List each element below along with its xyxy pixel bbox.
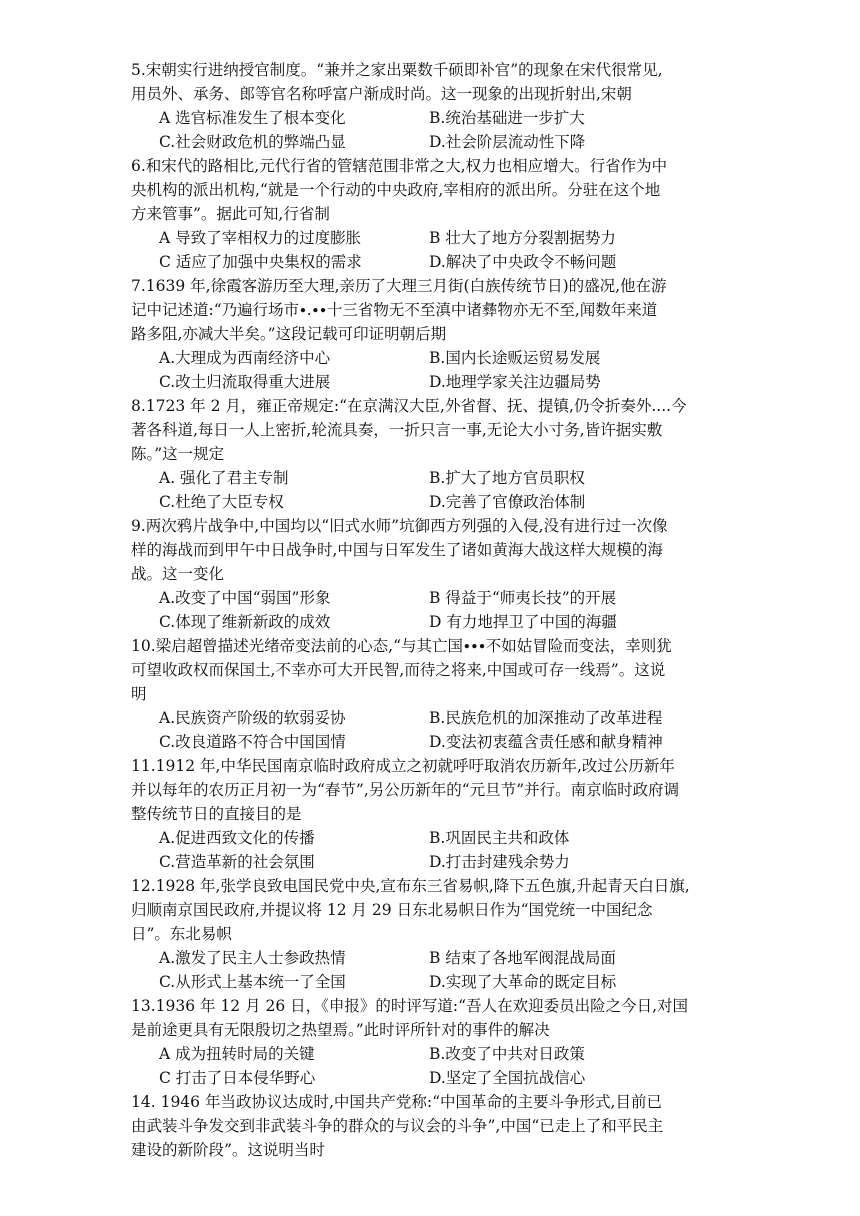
question-7: [131, 274, 743, 394]
question-11: [131, 754, 743, 874]
answer-option: B.民族危机的加深推动了改革进程: [429, 709, 663, 727]
question-10: [131, 634, 743, 754]
option-row: [131, 730, 743, 754]
answer-option: C.改良道路不符合中国国情: [159, 733, 346, 751]
question-stem-line: 用员外、承务、郎等官名称呼富户渐成时尚。这一现象的出现折射出,宋朝: [131, 85, 632, 103]
question-stem-line: 8.1723 年 2 月，雍正帝规定:“在京满汉大臣,外省督、抚、提镇,仍令折奏外....今: [131, 397, 687, 415]
question-5: [131, 58, 743, 154]
question-stem-line: 12.1928 年,张学良致电国民党中央,宣布东三省易帜,降下五色旗,升起青天白日旗,: [131, 877, 690, 895]
question-stem-line: 样的海战而到甲午中日战争时,中国与日军发生了诸如黄海大战这样大规模的海: [131, 541, 663, 559]
answer-option: D.变法初衷蕴含责任感和献身精神: [429, 733, 663, 751]
answer-option: D.完善了官僚政治体制: [429, 493, 586, 511]
question-stem-line: 著各科道,每日一人上密折,轮流具奏，一折只言一事,无论大小寸务,皆许据实敷: [131, 421, 663, 439]
question-stem-line: 明: [131, 685, 147, 703]
answer-option: B.扩大了地方官员职权: [429, 469, 585, 487]
question-14: [131, 1090, 743, 1162]
question-stem-line: 陈。”这一规定: [131, 445, 225, 463]
option-row: [131, 466, 743, 490]
answer-option: C 打击了日本侵华野心: [159, 1069, 316, 1087]
answer-option: A 导致了宰相权力的过度膨胀: [159, 229, 362, 247]
option-row: [131, 706, 743, 730]
option-row: [131, 850, 743, 874]
option-row: [131, 490, 743, 514]
answer-option: B.改变了中共对日政策: [429, 1045, 585, 1063]
option-row: [131, 946, 743, 970]
question-stem-line: 路多阻,亦减大半矣。”这段记载可印证明朝后期: [131, 325, 447, 343]
question-stem-line: 日”。东北易帜: [131, 925, 232, 943]
question-stem-line: 是前途更具有无限殷切之热望焉。”此时评所针对的事件的解决: [131, 1021, 550, 1039]
question-stem-line: 可望收政权而保国土,不幸亦可大开民智,而待之将来,中国或可存一线焉”。这说: [131, 661, 666, 679]
question-stem-line: 方来管事”。据此可知,行省制: [131, 205, 330, 223]
option-row: [131, 826, 743, 850]
question-stem-line: 并以每年的农历正月初一为“春节”,另公历新年的“元旦节”并行。南京临时政府调: [131, 781, 680, 799]
option-row: [131, 970, 743, 994]
answer-option: D.社会阶层流动性下降: [429, 133, 586, 151]
question-13: [131, 994, 743, 1090]
answer-option: D.打击封建残余势力: [429, 853, 570, 871]
answer-option: A.促进西致文化的传播: [159, 829, 315, 847]
answer-option: C.社会财政危机的弊端凸显: [159, 133, 346, 151]
answer-option: D.地理学家关注边疆局势: [429, 373, 601, 391]
answer-option: C.营造革新的社会氛围: [159, 853, 315, 871]
question-stem-line: 归顺南京国民政府,并提议将 12 月 29 日东北易帜日作为“国党统一中国纪念: [131, 901, 653, 919]
question-stem-line: 建设的新阶段”。这说明当时: [131, 1141, 325, 1159]
question-stem-line: 由武装斗争发交到非武装斗争的群众的与议会的斗争”,中国“已走上了和平民主: [131, 1117, 664, 1135]
answer-option: B 结束了各地军阀混战局面: [429, 949, 616, 967]
answer-option: A.改变了中国“弱国”形象: [159, 589, 331, 607]
question-stem-line: 整传统节日的直接目的是: [131, 805, 302, 823]
answer-option: B.巩固民主共和政体: [429, 829, 570, 847]
question-stem-line: 9.两次鸦片战争中,中国均以“旧式水师”坑御西方列强的入侵,没有进行过一次像: [131, 517, 668, 535]
question-stem-line: 6.和宋代的路相比,元代行省的管辖范围非常之大,权力也相应增大。行省作为中: [131, 157, 668, 175]
answer-option: C 适应了加强中央集权的需求: [159, 253, 362, 271]
answer-option: B.国内长途贩运贸易发展: [429, 349, 601, 367]
answer-option: A 成为扭转时局的关键: [159, 1045, 315, 1063]
option-row: [131, 586, 743, 610]
answer-option: B 得益于“师夷长技”的开展: [429, 589, 617, 607]
answer-option: C.体现了维新新政的成效: [159, 613, 331, 631]
option-row: [131, 610, 743, 634]
answer-option: D.坚定了全国抗战信心: [429, 1069, 586, 1087]
option-row: [131, 1042, 743, 1066]
question-stem-line: 央机构的派出机构,“就是一个行动的中央政府,宰相府的派出所。分驻在这个地: [131, 181, 661, 199]
answer-option: A 选官标准发生了根本变化: [159, 109, 346, 127]
answer-option: A.激发了民主人士参政热情: [159, 949, 346, 967]
exam-page: [131, 58, 743, 1162]
answer-option: A.大理成为西南经济中心: [159, 349, 331, 367]
answer-option: C.从形式上基本统一了全国: [159, 973, 346, 991]
option-row: [131, 226, 743, 250]
answer-option: B 壮大了地方分裂割据势力: [429, 229, 616, 247]
question-12: [131, 874, 743, 994]
answer-option: D.实现了大革命的既定目标: [429, 973, 617, 991]
question-9: [131, 514, 743, 634]
option-row: [131, 106, 743, 130]
option-row: [131, 250, 743, 274]
option-row: [131, 370, 743, 394]
question-stem-line: 7.1639 年,徐霞客游历至大理,亲历了大理三月街(白族传统节日)的盛况,他在游: [131, 277, 667, 295]
option-row: [131, 130, 743, 154]
answer-option: B.统治基础进一步扩大: [429, 109, 585, 127]
answer-option: A. 强化了君主专制: [159, 469, 289, 487]
question-6: [131, 154, 743, 274]
answer-option: C.改土归流取得重大进展: [159, 373, 331, 391]
question-8: [131, 394, 743, 514]
question-stem-line: 13.1936 年 12 月 26 日，《申报》的时评写道:“吾人在欢迎委员出险之今日,对国: [131, 997, 689, 1015]
option-row: [131, 346, 743, 370]
question-stem-line: 14. 1946 年当政协议达成时,中国共产党称:“中国革命的主要斗争形式,目前已: [131, 1093, 662, 1111]
question-stem-line: 记中记述道:“乃遍行场市∙.∙∙十三省物无不至滇中诸彝物亦无不至,闻数年来道: [131, 301, 658, 319]
question-stem-line: 11.1912 年,中华民国南京临时政府成立之初就呼吁取消农历新年,改过公历新年: [131, 757, 675, 775]
question-stem-line: 战。这一变化: [131, 565, 225, 583]
answer-option: D.解决了中央政令不畅问题: [429, 253, 617, 271]
question-stem-line: 10.梁启超曾描述光绪帝变法前的心态,“与其亡国∙∙∙不如姑冒险而变法，幸则犹: [131, 637, 672, 655]
answer-option: C.杜绝了大臣专权: [159, 493, 284, 511]
question-stem-line: 5.宋朝实行进纳授官制度。“兼并之家出粟数千硕即补官”的现象在宋代很常见,: [131, 61, 663, 79]
answer-option: D 有力地捍卫了中国的海疆: [429, 613, 617, 631]
answer-option: A.民族资产阶级的软弱妥协: [159, 709, 346, 727]
option-row: [131, 1066, 743, 1090]
